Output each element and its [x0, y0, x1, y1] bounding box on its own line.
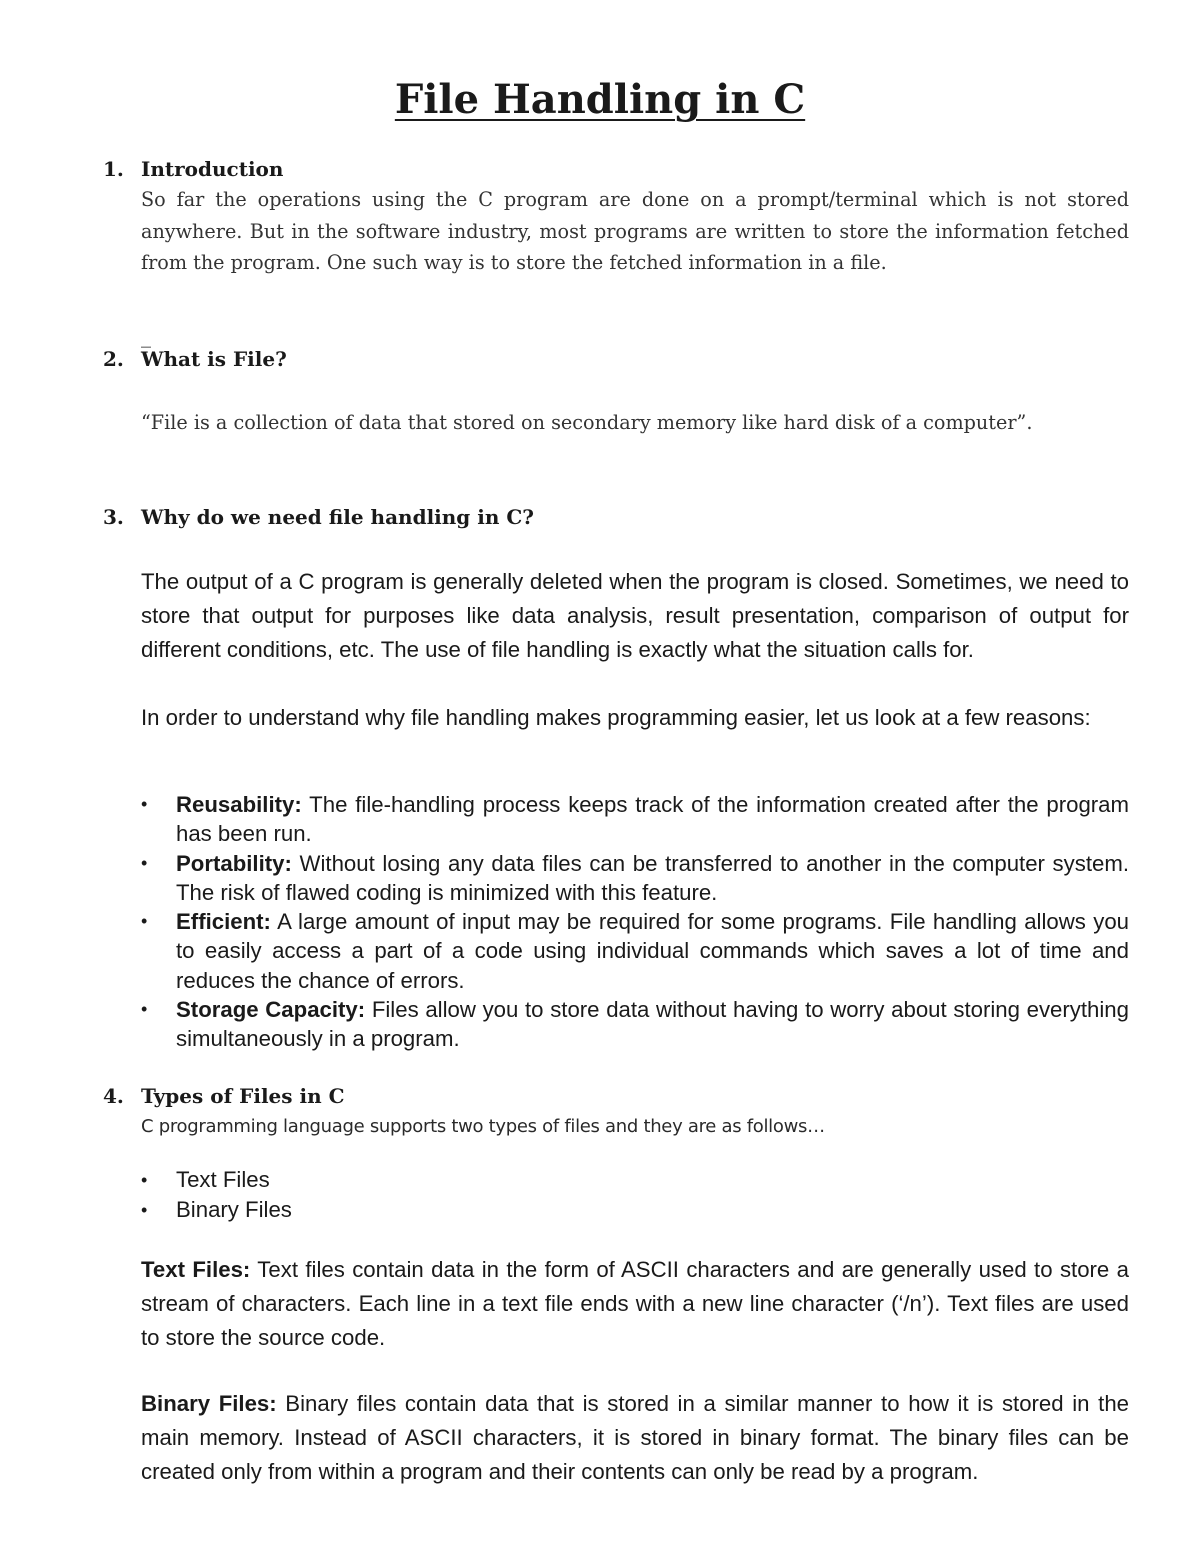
text-files-paragraph — [141, 1253, 1129, 1355]
reason-text: Files allow you to store data without having to worry about storing everything simultaneously in a program. — [176, 997, 1129, 1052]
section-heading-types-of-files: Types of Files in C — [141, 1084, 345, 1108]
binary-files-label: Binary Files: — [141, 1391, 277, 1416]
reasons-list — [141, 790, 1129, 1054]
introduction-paragraph: So far the operations using the C program are done on a prompt/terminal which is not stored anywhere. But in the software industry, most programs are written to store the information fetched from the program. One such way is to store the fetched information in a file. — [141, 188, 1129, 275]
section-heading-what-is-file: What is File? — [141, 347, 287, 371]
page-title: File Handling in C — [394, 76, 806, 123]
reason-label: Efficient: — [176, 909, 271, 935]
reason-text: A large amount of input may be required for some programs. File handling allows you to easily access a part of a code using individual commands which saves a lot of time and reduces the chance of errors. — [176, 909, 1129, 993]
file-type-text: Text Files — [176, 1167, 270, 1192]
why-paragraph-1: The output of a C program is generally deleted when the program is closed. Sometimes, we need to store that output for purposes like data analysis, result presentation, comparison of output for different conditions, etc. The use of file handling is exactly what the situation calls for. — [141, 569, 1129, 662]
reason-label: Reusability: — [176, 792, 302, 817]
bullet-icon: • — [141, 911, 148, 932]
section-number: 4. — [103, 1084, 124, 1108]
reason-label: Storage Capacity: — [176, 997, 366, 1023]
list-item — [141, 1165, 1129, 1195]
list-item — [141, 995, 1129, 1054]
section-heading-introduction: Introduction — [141, 157, 284, 181]
reason-text: Without losing any data files can be transferred to another in the computer system. The risk of flawed coding is minimized with this feature. — [176, 850, 1129, 905]
bullet-icon: • — [141, 1200, 148, 1220]
reason-text: The file-handling process keeps track of the information created after the program has been run. — [176, 792, 1129, 847]
file-definition-quote: “File is a collection of data that stored on secondary memory like hard disk of a computer”. — [141, 411, 1033, 434]
list-item — [141, 790, 1129, 849]
section-number: 3. — [103, 505, 124, 529]
section-number: 2. — [103, 347, 124, 371]
text-files-text: Text files contain data in the form of ASCII characters and are generally used to store a stream of characters. Each line in a text file ends with a new line character (‘/n’). Text files are used to store the source code. — [141, 1257, 1129, 1350]
file-type-text: Binary Files — [176, 1197, 292, 1222]
separator-mark: _ — [141, 324, 151, 348]
binary-files-paragraph — [141, 1387, 1129, 1489]
why-paragraph-2: In order to understand why file handling makes programming easier, let us look at a few reasons: — [141, 705, 1091, 730]
types-intro: C programming language supports two types of files and they are as follows… — [141, 1116, 825, 1137]
reason-label: Portability: — [176, 850, 292, 876]
binary-files-text: Binary files contain data that is stored in a similar manner to how it is stored in the main memory. Instead of ASCII characters, it is stored in binary format. The binary files can be created only from within a program and their contents can only be read by a program. — [141, 1391, 1130, 1484]
section-number: 1. — [103, 157, 124, 181]
bullet-icon: • — [141, 794, 148, 814]
section-heading-why-file-handling: Why do we need file handling in C? — [141, 505, 534, 529]
bullet-icon: • — [141, 999, 148, 1020]
text-files-label: Text Files: — [141, 1257, 251, 1282]
list-item — [141, 849, 1129, 908]
bullet-icon: • — [141, 852, 148, 873]
list-item — [141, 907, 1129, 995]
bullet-icon: • — [141, 1170, 148, 1190]
list-item — [141, 1195, 1129, 1225]
file-types-list — [141, 1165, 1129, 1225]
